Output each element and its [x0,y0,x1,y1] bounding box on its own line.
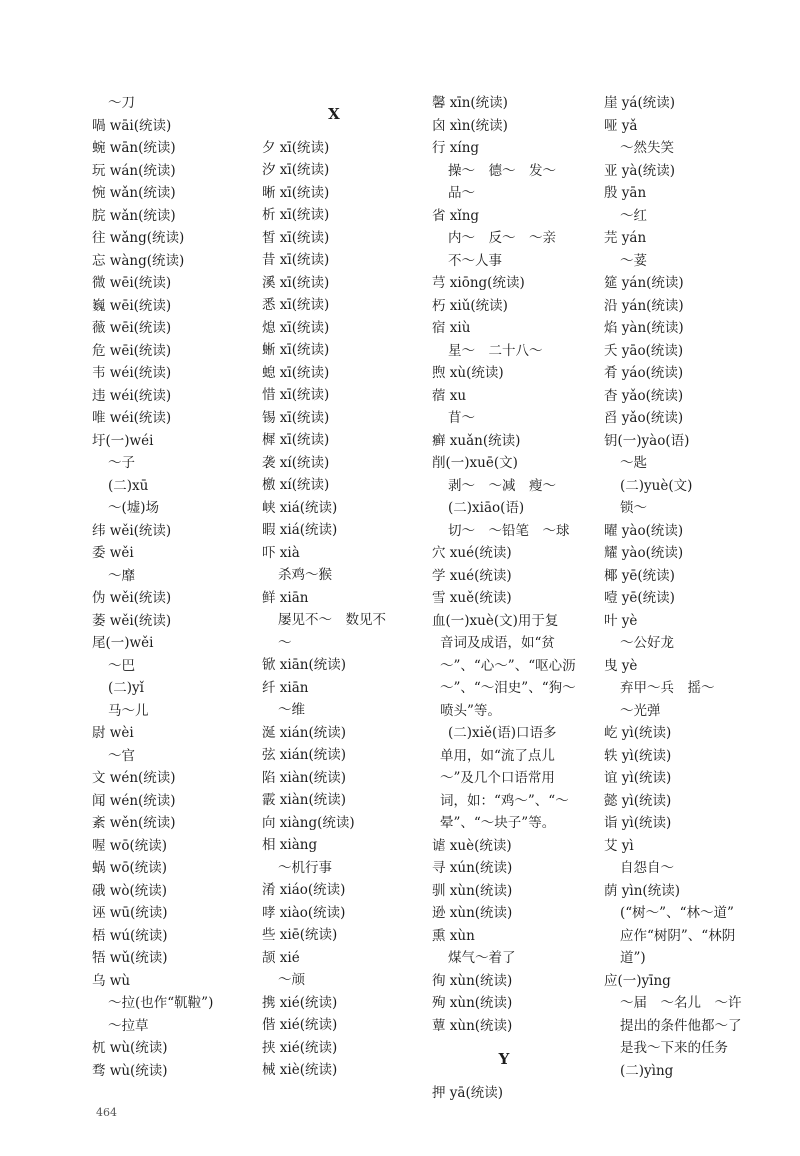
entry-example: 道”) [620,950,646,966]
entry-headword: 乌 wù [92,972,131,989]
entry-headword: 行 xíng [432,140,480,156]
entry-example: (“树～”、“林～道” [620,905,734,921]
entry-headword: 沿 yán(统读) [604,297,684,314]
entry-headword: 蓿 xu [432,387,467,404]
entry-headword: 暇 xiá(统读) [262,522,338,538]
entry-headword: 煦 xù(统读) [432,365,504,381]
entry-example: 弃甲～兵 摇～ [620,680,715,696]
entry-headword: 逊 xùn(统读) [432,905,513,921]
column-2 [262,92,430,1082]
spacer [262,126,430,137]
entry-headword: 悉 xī(统读) [262,297,330,313]
entry-example: 内～ 反～ ～亲 [448,230,556,246]
entry-headword: 纬 wěi(统读) [92,522,172,539]
entry-headword: 巍 wēi(统读) [92,297,172,314]
entry-example: ～颃 [278,972,305,988]
entry-headword: 肴 yáo(统读) [604,365,684,381]
entry-headword: 蜗 wō(统读) [92,860,168,876]
entry-example: ～拉(也作“靰鞡”) [108,995,214,1011]
entry-headword: 锨 xiān(统读) [262,657,346,673]
entry-example: ～荽 [620,252,647,269]
entry-headword: 尾(一)wěi [92,635,154,651]
entry-headword: 谊 yì(统读) [604,770,672,786]
entry-headword: 锡 xī(统读) [262,409,330,426]
entry-headword: 叶 yè [604,612,638,629]
entry-headword: 诬 wū(统读) [92,905,168,921]
entry-example: ～公好龙 [620,635,674,651]
entry-headword: 宿 xiù [432,320,471,336]
entry-headword: 淆 xiáo(统读) [262,882,346,898]
entry-headword: 钥(一)yào(语) [604,432,690,449]
entry-example: 不～人事 [448,252,502,269]
entry-headword: 圩(一)wéi [92,432,154,449]
entry-headword: 脘 wǎn(统读) [92,207,176,224]
entry-headword: 癣 xuǎn(统读) [432,432,521,449]
section-heading: X [328,105,340,123]
spacer [432,1037,600,1048]
entry-headword: 杌 wù(统读) [92,1040,168,1056]
entry-headword: 蕈 xùn(统读) [432,1017,513,1034]
spacer [262,92,430,103]
entry-example: ～”、“心～”、“呕心沥 [440,657,576,674]
entry-headword: 荫 yìn(统读) [604,882,680,899]
entry-headword: 夭 yāo(统读) [604,342,684,359]
entry-example: 自怨自～ [620,860,674,876]
entry-headword: 艾 yì [604,837,634,854]
entry-headword: 亚 yà(统读) [604,162,676,179]
entry-headword: 袭 xí(统读) [262,454,330,471]
entry-example: 喷头”等。 [440,702,501,719]
entry-headword: 汐 xī(统读) [262,162,330,178]
entry-example: 锁～ [620,500,647,516]
entry-headword: 伪 wěi(统读) [92,590,172,606]
entry-headword: 偕 xié(统读) [262,1017,338,1033]
entry-example: ～巴 [108,657,135,674]
entry-headword: 耀 yào(统读) [604,545,684,561]
entry-headword: 熄 xī(统读) [262,319,330,336]
entry-example: 词，如：“鸡～”、“～ [440,792,569,809]
entry-example: 单用，如“流了点儿 [440,747,555,764]
entry-headword: 危 wēi(统读) [92,342,172,359]
entry-headword: 薇 wēi(统读) [92,320,172,336]
entry-headword: 文 wén(统读) [92,770,176,786]
entry-headword: 韦 wéi(统读) [92,365,172,381]
entry-headword: 向 xiàng(统读) [262,814,355,831]
entry-headword: 梧 wú(统读) [92,927,168,944]
entry-headword: 噎 yē(统读) [604,590,675,606]
entry-headword: 削(一)xuē(文) [432,455,518,471]
entry-headword: 违 wéi(统读) [92,387,172,404]
entry-headword: 哮 xiào(统读) [262,904,346,921]
entry-headword: 血(一)xuè(文)用于复 [432,612,559,629]
entry-headword: 陷 xiàn(统读) [262,769,346,786]
entry-example: ～靡 [108,567,135,584]
entry-headword: 吓 xià [262,544,300,561]
entry-headword: 雪 xuě(统读) [432,590,512,606]
entry-example: (二)yuè(文) [620,477,693,494]
entry-headword: 颉 xié [262,949,300,966]
entry-headword: 押 yā(统读) [432,1084,504,1101]
entry-headword: 峡 xiá(统读) [262,499,338,516]
entry-headword: 微 wēi(统读) [92,275,172,291]
entry-headword: 械 xiè(统读) [262,1062,338,1078]
entry-example: (二)xiāo(语) [448,500,525,516]
entry-headword: 蜿 wān(统读) [92,140,176,156]
entry-headword: 穴 xué(统读) [432,545,512,561]
entry-headword: 舀 yǎo(统读) [604,410,684,426]
entry-example: ～匙 [620,455,647,471]
entry-example: 是我～下来的任务 [620,1040,728,1056]
entry-headword: 曜 yào(统读) [604,522,684,539]
entry-headword: 硪 wò(统读) [92,882,168,899]
entry-headword: 曳 yè [604,657,638,674]
entry-example: ～”及几个口语常用 [440,770,555,786]
entry-headword: 唯 wéi(统读) [92,410,172,426]
entry-headword: 鲜 xiān [262,589,309,606]
entry-example: ～子 [108,455,135,471]
entry-headword: 哑 yǎ [604,117,638,134]
entry-headword: 谑 xuè(统读) [432,837,512,854]
entry-headword: 纤 xiān [262,679,309,696]
entry-headword: 牾 wǔ(统读) [92,950,168,966]
entry-example: (二)xiě(语)口语多 [448,725,557,741]
entry-headword: 学 xué(统读) [432,567,512,584]
entry-headword: 喔 wō(统读) [92,837,168,854]
entry-example: ～然失笑 [620,140,674,156]
entry-example: ～拉草 [108,1017,149,1034]
entry-headword: 驯 xùn(统读) [432,882,513,899]
entry-headword: 崖 yá(统读) [604,95,676,111]
entry-headword: 闻 wén(统读) [92,792,176,809]
entry-example: ～(墟)场 [108,500,160,516]
entry-headword: 椰 yē(统读) [604,567,675,584]
entry-headword: 熏 xùn [432,927,475,944]
entry-headword: 诣 yì(统读) [604,815,672,831]
entry-example: 煤气～着了 [448,950,516,966]
entry-headword: 夕 xī(统读) [262,139,330,156]
entry-headword: 委 wěi [92,545,134,561]
entry-headword: 筵 yán(统读) [604,275,684,291]
entry-headword: 屹 yì(统读) [604,725,672,741]
entry-headword: 焰 yàn(统读) [604,320,684,336]
entry-headword: 忘 wàng(统读) [92,252,185,269]
entry-example: 屡见不～ 数见不 [278,612,386,628]
entry-headword: 省 xǐng [432,207,480,224]
entry-example: (二)xū [108,477,149,494]
entry-headword: 螅 xī(统读) [262,364,330,381]
entry-headword: 殷 yān [604,185,647,201]
entry-headword: 杳 yǎo(统读) [604,387,684,404]
spacer [432,1071,600,1082]
column-3 [432,92,600,1104]
entry-headword: 玩 wán(统读) [92,162,176,179]
entry-example: ～”、“～泪史”、“狗～ [440,680,576,696]
section-heading: Y [498,1050,510,1068]
entry-example: ～红 [620,207,647,224]
entry-example: 提出的条件他都～了 [620,1017,742,1034]
entry-example: 操～ 德～ 发～ [448,162,556,179]
entry-example: ～刀 [108,95,135,111]
entry-example: ～光弹 [620,702,661,719]
entry-headword: 弦 xián(统读) [262,747,346,763]
entry-example: ～届 ～名儿 ～许 [620,995,742,1011]
entry-example: ～官 [108,747,135,764]
entry-headword: 徇 xùn(统读) [432,972,513,989]
entry-example: ～维 [278,702,305,718]
entry-example: 星～ 二十八～ [448,342,543,359]
entry-headword: 朽 xiǔ(统读) [432,297,508,314]
entry-headword: 晰 xī(统读) [262,184,330,201]
entry-headword: 蜥 xī(统读) [262,342,330,358]
entry-headword: 囟 xìn(统读) [432,117,508,134]
entry-example: 杀鸡～猴 [278,567,332,583]
entry-headword: 尉 wèi [92,725,134,741]
entry-example: 剥～ ～减 瘦～ [448,477,556,494]
entry-headword: 馨 xīn(统读) [432,95,508,111]
entry-example: (二)yǐ [108,680,144,696]
entry-headword: 析 xī(统读) [262,207,330,223]
entry-example: 马～儿 [108,702,149,719]
entry-headword: 樨 xī(统读) [262,432,330,448]
entry-headword: 芫 yán [604,230,647,246]
entry-headword: 檄 xí(统读) [262,477,330,493]
entry-headword: 萎 wěi(统读) [92,612,172,629]
entry-example: ～机行事 [278,859,332,876]
entry-headword: 懿 yì(统读) [604,792,672,809]
entry-headword: 轶 yì(统读) [604,747,672,764]
entry-headword: 紊 wěn(统读) [92,815,176,831]
entry-example: ～ [278,634,292,651]
entry-example: (二)yìng [620,1062,674,1079]
entry-example: 苜～ [448,410,475,426]
entry-headword: 喎 wāi(统读) [92,117,172,134]
entry-headword: 些 xiē(统读) [262,927,338,943]
entry-example: 音词及成语，如“贫 [440,635,555,651]
entry-headword: 惜 xī(统读) [262,387,330,403]
entry-headword: 相 xiàng [262,837,318,853]
entry-headword: 应(一)yīng [604,972,671,989]
entry-headword: 溪 xī(统读) [262,274,330,291]
entry-headword: 往 wǎng(统读) [92,230,185,246]
entry-headword: 皙 xī(统读) [262,229,330,246]
entry-headword: 寻 xún(统读) [432,860,513,876]
entry-headword: 殉 xùn(统读) [432,995,513,1011]
entry-headword: 芎 xiōng(统读) [432,275,525,291]
entry-example: 晕”、“～块子”等。 [440,815,556,831]
page-number: 464 [96,1106,117,1119]
entry-headword: 挟 xié(统读) [262,1039,338,1056]
entry-example: 应作“树阴”、“林阴 [620,927,736,944]
entry-example: 品～ [448,185,475,201]
entry-headword: 霰 xiàn(统读) [262,792,346,808]
entry-headword: 昔 xī(统读) [262,252,330,268]
column-4 [604,92,772,1082]
entry-example: 切～ ～铅笔 ～球 [448,522,570,539]
entry-headword: 涎 xián(统读) [262,724,346,741]
entry-headword: 携 xié(统读) [262,994,338,1011]
column-1 [92,92,260,1082]
entry-headword: 惋 wǎn(统读) [92,185,176,201]
entry-headword: 骛 wù(统读) [92,1062,168,1079]
